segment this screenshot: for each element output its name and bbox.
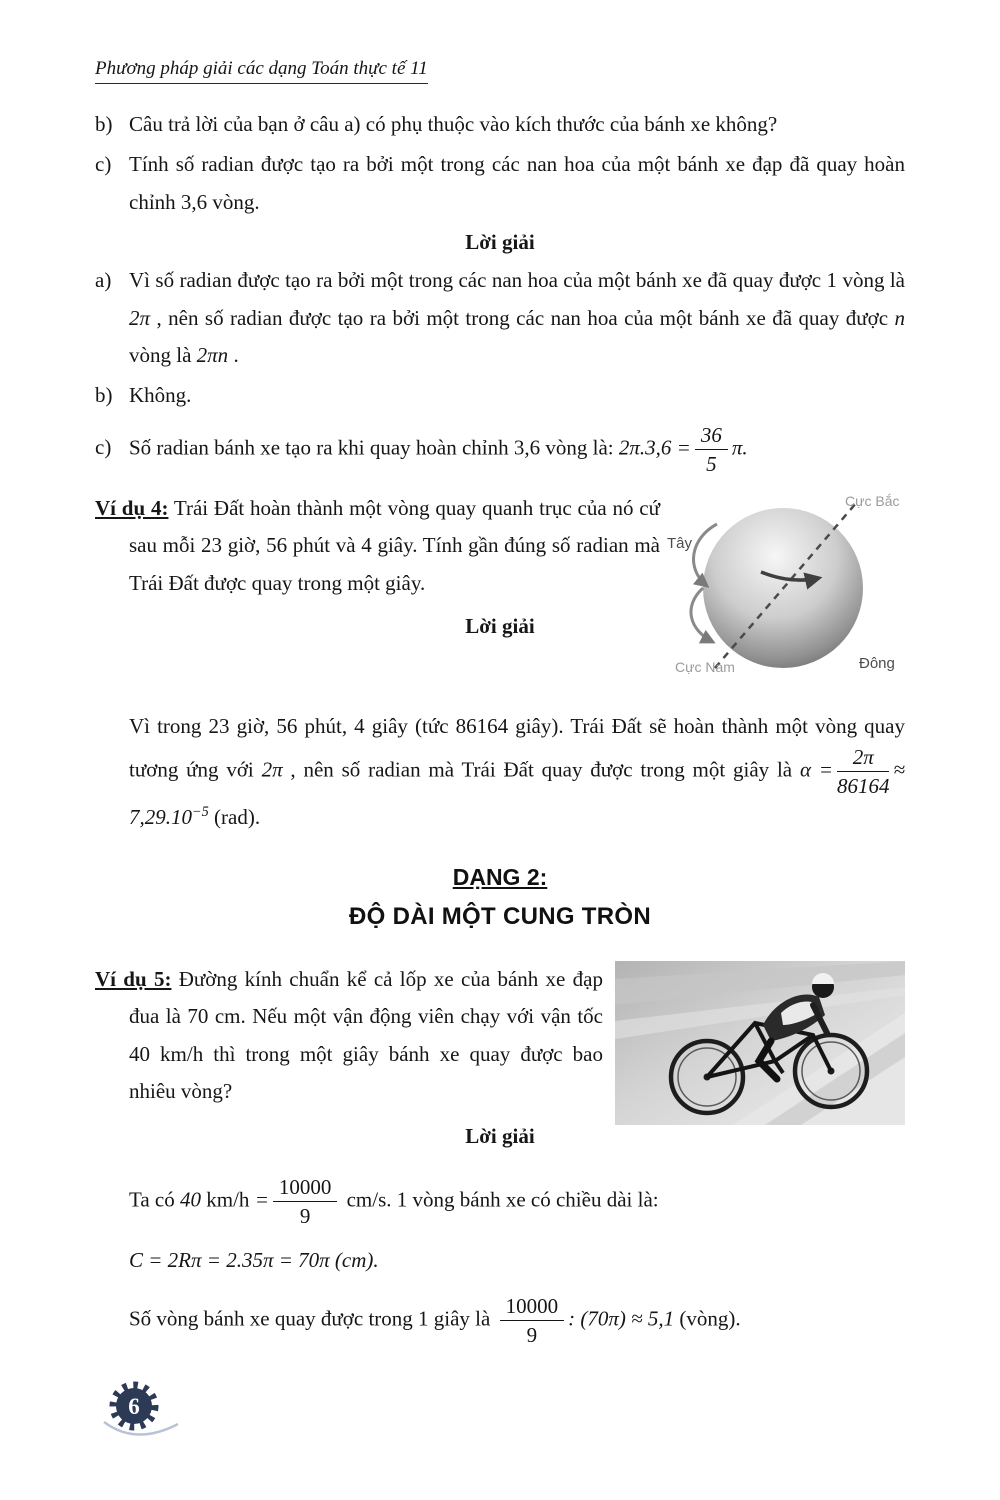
- ex5-sol-math-1: 40: [180, 1187, 202, 1212]
- section-2-subtitle: ĐỘ DÀI MỘT CUNG TRÒN: [349, 902, 651, 930]
- section-2-title: DẠNG 2:: [452, 863, 548, 890]
- example-5-text: Đường kính chuẩn kể cả lốp xe của bánh xe đạp đua là 70 cm. Nếu một vận động viên chạy với vận tốc 40 km/h thì trong một giây bánh xe quay được bao nhiêu vòng?: [129, 966, 603, 1104]
- ex5-sol-text-1: Ta có: [129, 1187, 181, 1212]
- ex5-sol-fraction-2: [500, 1294, 565, 1347]
- example-5-label: Ví dụ 5:: [95, 966, 172, 991]
- ex5-sol-equals: =: [254, 1187, 269, 1212]
- sol-a-math-2: 2πn: [196, 342, 229, 367]
- solution-heading-2: Lời giải: [465, 614, 535, 639]
- ex5-sol-fraction-1-denominator: 9: [299, 1204, 311, 1229]
- ex4-sol-fraction-denominator: 86164: [836, 774, 890, 799]
- sol-a-math-n: n: [894, 305, 905, 330]
- ex4-sol-math-1: 2π: [261, 757, 283, 782]
- ex5-sol-line-1: [95, 1175, 905, 1228]
- sol-a-text-1: Vì số radian được tạo ra bởi một trong các nan hoa của một bánh xe đã quay được 1 vòng là: [129, 268, 905, 293]
- earth-rotation-figure: [655, 484, 905, 680]
- globe-label-west: Tây: [667, 534, 693, 552]
- item-b-label: b): [95, 112, 113, 136]
- sol-c-fraction-numerator: 36: [695, 423, 728, 450]
- ex5-sol-math-3: : (70π) ≈ 5,1: [568, 1306, 675, 1331]
- ex5-sol-text-2: km/h: [201, 1187, 255, 1212]
- question-item-b: [95, 106, 905, 143]
- globe-label-north: Cực Bắc: [845, 492, 900, 509]
- sol-c-fraction-denominator: 5: [706, 451, 717, 476]
- ex4-sol-text-2: , nên số radian mà Trái Đất quay được trong một giây là: [282, 757, 800, 782]
- example-4-solution: [95, 708, 905, 836]
- example-5-section: [95, 961, 905, 1161]
- solution-heading-1: Lời giải: [465, 230, 535, 255]
- item-c-text: Tính số radian được tạo ra bởi một trong các nan hoa của một bánh xe đạp đã quay hoàn chỉnh 3,6 vòng.: [129, 152, 905, 214]
- cyclist-photo: [615, 961, 905, 1125]
- ex4-sol-fraction-numerator: 2π: [837, 745, 890, 772]
- ex5-sol-text-5: (vòng).: [674, 1306, 741, 1331]
- item-c-label: c): [95, 152, 112, 177]
- globe-label-east: Đông: [859, 654, 895, 672]
- sol-a-text-2a: , nên số radian được tạo ra bởi một trong các nan hoa của một bánh xe đã quay được: [150, 305, 895, 330]
- sol-c-text-1: Số radian bánh xe tạo ra khi quay hoàn chỉnh 3,6 vòng là:: [129, 435, 619, 460]
- ex4-sol-exponent: −5: [192, 803, 209, 820]
- page-number-badge: [98, 1376, 190, 1448]
- question-item-c: [95, 146, 905, 221]
- ex4-sol-math-2: α =: [799, 757, 833, 782]
- ex4-sol-text-3: (rad).: [208, 804, 261, 829]
- ex4-sol-text-1: Vì trong 23 giờ, 56 phút, 4 giây (tức 86164 giây). Trái Đất sẽ hoàn thành một vòng quay tương ứng với: [129, 713, 905, 782]
- running-header: [95, 58, 905, 80]
- solution-heading-3: Lời giải: [465, 1124, 535, 1149]
- sol-c-math-1: 2π.3,6 =: [618, 435, 691, 460]
- ex5-sol-line-2: C = 2Rπ = 2.35π = 70π (cm).: [129, 1248, 379, 1273]
- ex5-sol-fraction-1-numerator: 10000: [273, 1175, 338, 1202]
- sol-c-fraction: [695, 423, 728, 476]
- ex5-sol-fraction-2-denominator: 9: [526, 1322, 538, 1347]
- example-5-statement: [95, 961, 603, 1111]
- ex5-sol-fraction-2-numerator: 10000: [500, 1294, 565, 1321]
- ex4-sol-math-3: ≈ 7,29.10: [129, 757, 905, 829]
- item-b-text: Câu trả lời của bạn ở câu a) có phụ thuộc vào kích thước của bánh xe không?: [129, 112, 778, 136]
- globe-label-south: Cực Nam: [675, 658, 735, 675]
- sol-a-text-2b: vòng là: [129, 342, 197, 367]
- ex4-sol-fraction: [837, 745, 890, 798]
- sol-b-label: b): [95, 383, 113, 408]
- example-4-section: [95, 490, 905, 688]
- sol-a-label: a): [95, 268, 112, 293]
- solution-item-b: [95, 377, 905, 414]
- page-number: 6: [128, 1394, 140, 1419]
- running-header-title: Phương pháp giải các dạng Toán thực tế 11: [95, 58, 428, 84]
- ex5-sol-text-3: cm/s. 1 vòng bánh xe có chiều dài là:: [341, 1187, 659, 1212]
- ex5-sol-text-4: Số vòng bánh xe quay được trong 1 giây là: [129, 1306, 496, 1331]
- solution-item-a: [95, 262, 905, 374]
- sol-a-math-1: 2π: [129, 305, 151, 330]
- example-4-statement: [95, 490, 660, 602]
- ex5-sol-fraction-1: [273, 1175, 338, 1228]
- sol-a-text-3: .: [228, 342, 239, 367]
- solution-item-c: [95, 423, 905, 476]
- example-4-label: Ví dụ 4:: [95, 495, 169, 520]
- sol-c-math-2: π.: [731, 435, 748, 460]
- ex5-sol-line-3: [95, 1294, 905, 1347]
- example-4-text: Trái Đất hoàn thành một vòng quay quanh trục của nó cứ sau mỗi 23 giờ, 56 phút và 4 giây. Tính gần đúng số radian mà Trái Đất được quay trong một giây.: [129, 495, 660, 595]
- sol-c-label: c): [95, 435, 112, 460]
- sol-b-text: Không.: [129, 383, 192, 408]
